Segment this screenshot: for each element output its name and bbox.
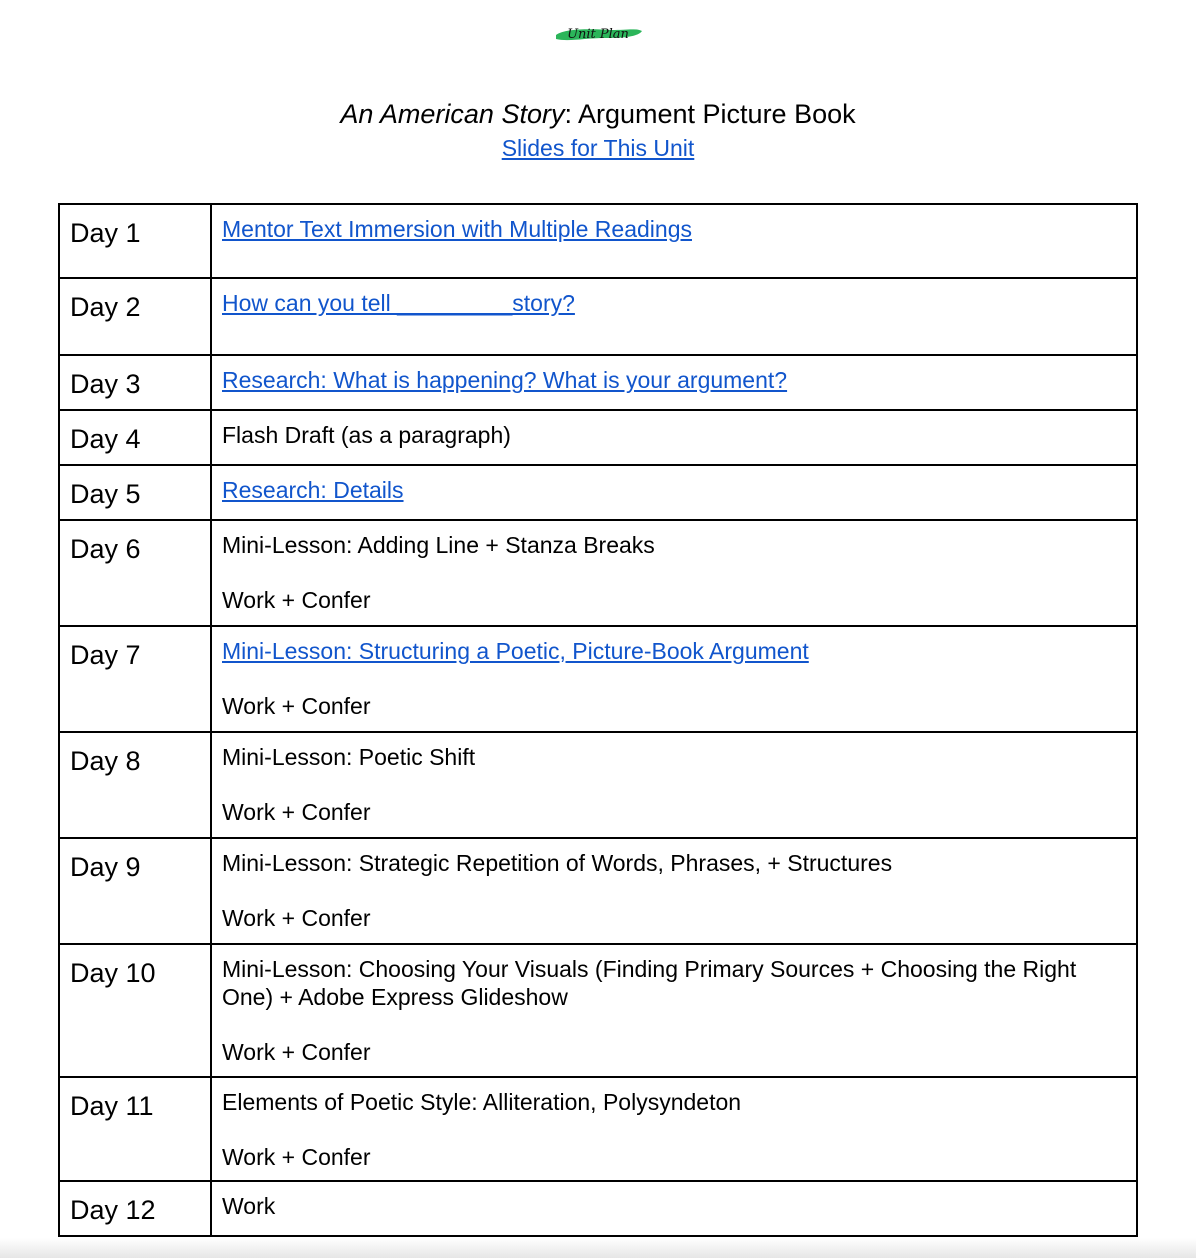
lesson-text: Work + Confer xyxy=(222,799,371,825)
lesson-text: Mini-Lesson: Strategic Repetition of Words, Phrases, + Structures xyxy=(222,850,893,876)
lesson-cell xyxy=(211,944,1137,1077)
day-label: Day 3 xyxy=(59,355,211,410)
unit-plan-table xyxy=(58,203,1138,1237)
lesson-text: Work + Confer xyxy=(222,905,371,931)
day-label: Day 1 xyxy=(59,204,211,278)
page-title xyxy=(0,96,1196,132)
table-row xyxy=(59,944,1137,1077)
day-label: Day 2 xyxy=(59,278,211,355)
lesson-text: Elements of Poetic Style: Alliteration, Polysyndeton xyxy=(222,1089,742,1115)
title-block xyxy=(0,96,1196,163)
lesson-link[interactable]: Mini-Lesson: Structuring a Poetic, Picture-Book Argument xyxy=(222,638,809,664)
day-label: Day 7 xyxy=(59,626,211,732)
table-row xyxy=(59,838,1137,944)
table-row xyxy=(59,465,1137,520)
day-label: Day 5 xyxy=(59,465,211,520)
lesson-link[interactable]: Research: What is happening? What is your argument? xyxy=(222,367,788,393)
lesson-cell xyxy=(211,838,1137,944)
lesson-text: Mini-Lesson: Adding Line + Stanza Breaks xyxy=(222,532,655,558)
lesson-text: Work xyxy=(222,1193,276,1219)
lesson-cell xyxy=(211,278,1137,355)
lesson-cell xyxy=(211,1077,1137,1181)
lesson-cell xyxy=(211,355,1137,410)
lesson-cell xyxy=(211,1181,1137,1236)
lesson-cell xyxy=(211,520,1137,626)
day-label: Day 12 xyxy=(59,1181,211,1236)
table-row xyxy=(59,520,1137,626)
lesson-link[interactable]: How can you tell _________story? xyxy=(222,290,575,316)
day-label: Day 8 xyxy=(59,732,211,838)
lesson-text: Work + Confer xyxy=(222,587,371,613)
page-bottom-edge xyxy=(0,1238,1196,1258)
lesson-cell xyxy=(211,626,1137,732)
day-label: Day 10 xyxy=(59,944,211,1077)
day-label: Day 6 xyxy=(59,520,211,626)
lesson-cell xyxy=(211,204,1137,278)
slides-link[interactable]: Slides for This Unit xyxy=(501,135,695,161)
table-row xyxy=(59,732,1137,838)
table-row xyxy=(59,1077,1137,1181)
page-title-rest: : Argument Picture Book xyxy=(564,99,856,129)
lesson-text: Work + Confer xyxy=(222,693,371,719)
lesson-link[interactable]: Mentor Text Immersion with Multiple Readings xyxy=(222,216,692,242)
lesson-link[interactable]: Research: Details xyxy=(222,477,404,503)
day-label: Day 9 xyxy=(59,838,211,944)
brush-stroke-logo xyxy=(552,18,644,48)
table-row xyxy=(59,355,1137,410)
lesson-text: Flash Draft (as a paragraph) xyxy=(222,422,511,448)
lesson-text: Mini-Lesson: Choosing Your Visuals (Finding Primary Sources + Choosing the Right One) + Adobe Express Glideshow xyxy=(222,956,1077,1010)
lesson-text: Work + Confer xyxy=(222,1144,371,1170)
table-row xyxy=(59,626,1137,732)
lesson-cell xyxy=(211,410,1137,465)
table-row xyxy=(59,1181,1137,1236)
lesson-cell xyxy=(211,465,1137,520)
table-row xyxy=(59,410,1137,465)
day-label: Day 11 xyxy=(59,1077,211,1181)
table-row xyxy=(59,204,1137,278)
lesson-cell xyxy=(211,732,1137,838)
lesson-text: Mini-Lesson: Poetic Shift xyxy=(222,744,476,770)
day-label: Day 4 xyxy=(59,410,211,465)
logo-text: Unit Plan xyxy=(567,27,629,42)
unit-plan-logo xyxy=(552,18,644,48)
table-row xyxy=(59,278,1137,355)
lesson-text: Work + Confer xyxy=(222,1039,371,1065)
page-title-italic: An American Story xyxy=(340,99,565,129)
